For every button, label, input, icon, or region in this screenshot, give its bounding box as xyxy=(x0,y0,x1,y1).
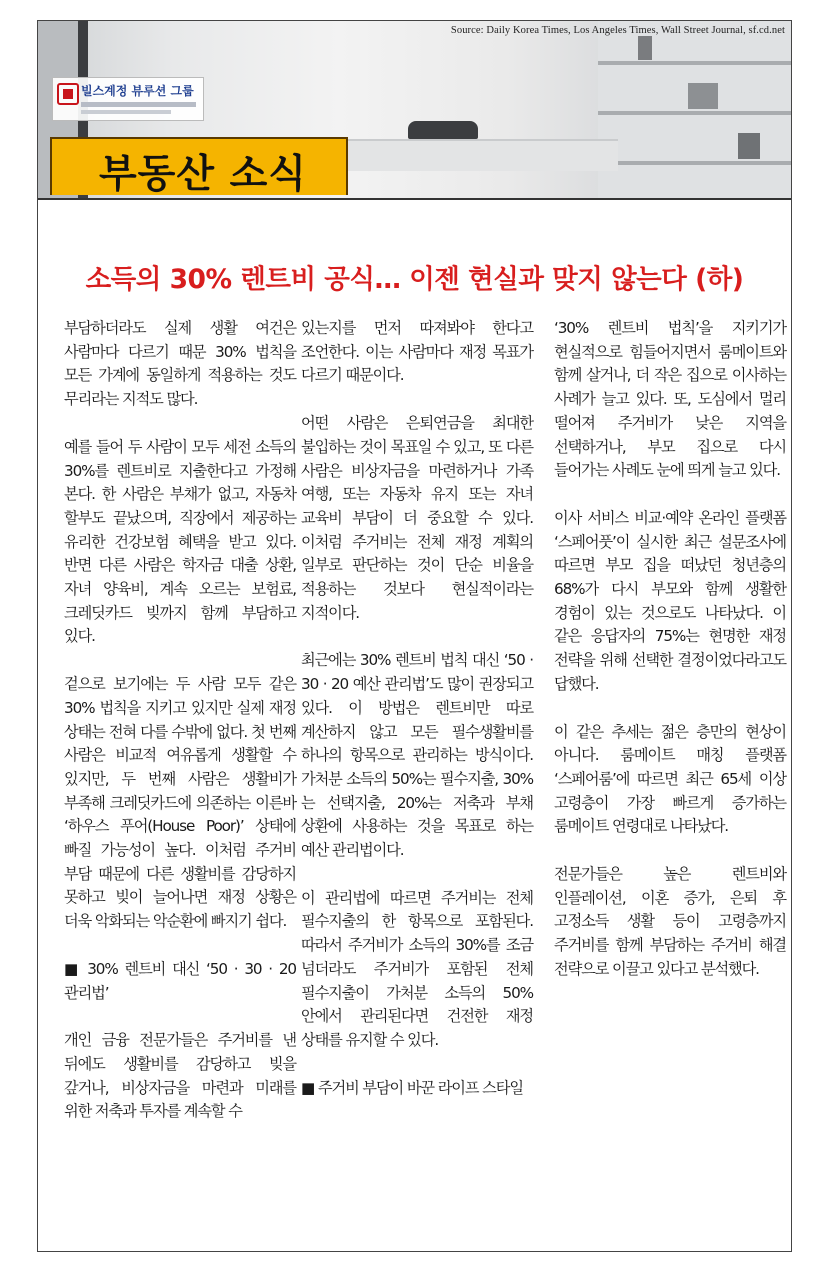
article-column-2 xyxy=(301,317,533,1124)
logo-name: 빌스계정 뷰루션 그룹 xyxy=(81,84,194,98)
photo-shelf-item xyxy=(638,36,652,60)
article-column-3 xyxy=(554,317,786,1006)
paragraph: 이사 서비스 비교·예약 온라인 플랫폼 ‘스페어풋’이 실시한 최근 설문조사에 따르면 부모 집을 떠났던 청년층의 68%가 다시 부모와 함께 생활한 경험이 있는 것으로도 나타났다. 이 같은 응답자의 75%는 현명한 재정 전략을 위해 선택한 결정이었다라고도 답했다. xyxy=(554,508,786,693)
source-credit: Source: Daily Korea Times, Los Angeles Times, Wall Street Journal, sf.cd.net xyxy=(450,25,785,36)
paragraph: 전문가들은 높은 렌트비와 인플레이션, 이혼 증가, 은퇴 후 고정소득 생활 등이 고령층까지 주거비를 함께 부담하는 주거비 해결 전략으로 이끌고 있다고 분석했다. xyxy=(554,865,786,978)
article-headline: 소득의 30% 렌트비 공식… 이젠 현실과 맞지 않는다 (하) xyxy=(85,264,744,295)
photo-shelf-item xyxy=(738,133,760,159)
photo-shelf xyxy=(598,161,791,165)
paragraph: 최근에는 30% 렌트비 법칙 대신 ‘50 · 30 · 20 예산 관리법’도 많이 권장되고 있다. 이 방법은 렌트비만 따로 계산하지 않고 모든 필수생활비를 하나의 항목으로 관리하는 방식이다. 가처분 소득의 50%는 필수지출, 30%는 선택지출, 20%는 저축과 부채 상환에 사용하는 것을 목표로 하는 예산 관리법이다. xyxy=(301,651,533,860)
company-logo xyxy=(52,77,204,121)
header-photo-banner xyxy=(38,21,791,200)
photo-shelf-wall xyxy=(598,21,791,198)
paragraph: ‘30% 렌트비 법칙’을 지키기가 현실적으로 힘들어지면서 룸메이트와 함께 살거나, 더 작은 집으로 이사하는 사례가 늘고 있다. 또, 도심에서 멀리 떨어져 주거비가 낮은 지역을 선택하거나, 부모 집으로 다시 들어가는 사례도 눈에 띄게 늘고 있다. xyxy=(554,319,786,480)
paragraph: 어떤 사람은 은퇴연금을 최대한 불입하는 것이 목표일 수 있고, 또 다른 사람은 비상자금을 마련하거나 가족 여행, 또는 자동차 유지 또는 자녀 교육비 부담이 더 중요할 수 있다. 이처럼 주거비는 전체 재정 계획의 일부로 판단하는 것이 단순 비율을 적용하는 것보다 현실적이라는 지적이다. xyxy=(301,414,533,622)
photo-pan xyxy=(408,121,478,139)
paragraph: 이 같은 추세는 젊은 층만의 현상이 아니다. 룸메이트 매칭 플랫폼 ‘스페어룸’에 따르면 최근 65세 이상 고령층이 가장 빠르게 증가하는 룸메이트 연령대로 나타났다. xyxy=(554,722,786,836)
paragraph: 겉으로 보기에는 두 사람 모두 같은 30% 법칙을 지키고 있지만 실제 재정 상태는 전혀 다를 수밖에 없다. 첫 번째 사람은 비교적 여유롭게 생활할 수 있지만, 두 번째 사람은 생활비가 부족해 크레딧카드에 의존하는 이른바 ‘하우스 푸어(House Poor)’ 상태에 빠질 가능성이 높다. 이처럼 주거비 부담 때문에 다른 생활비를 감당하지 못하고 빚이 늘어나면 재정 상황은 더욱 악화되는 악순환에 빠지기 쉽다. xyxy=(64,675,296,931)
photo-shelf xyxy=(598,111,791,115)
photo-shelf-item xyxy=(688,83,718,109)
newspaper-page xyxy=(37,20,792,1252)
section-title: 부동산 소식 xyxy=(99,152,307,197)
paragraph: 개인 금융 전문가들은 주거비를 낸 뒤에도 생활비를 감당하고 빚을 갚거나, 비상자금을 마련과 미래를 위한 저축과 투자를 계속할 수 xyxy=(64,1031,296,1121)
paragraph: 부담하더라도 실제 생활 여건은 사람마다 다르기 때문 30% 법칙을 모든 가계에 동일하게 적용하는 것도 무리라는 지적도 많다. xyxy=(64,319,296,409)
subheading: ■ 주거비 부담이 바꾼 라이프 스타일 xyxy=(301,1078,523,1097)
paragraph: 예를 들어 두 사람이 모두 세전 소득의 30%를 렌트비로 지출한다고 가정해 본다. 한 사람은 부채가 없고, 자동차 할부도 끝났으며, 직장에서 제공하는 유리한 건강보험 혜택을 받고 있다. 반면 다른 사람은 학자금 대출 상환, 자녀 양육비, 계속 오르는 보험료, 크레딧카드 빚까지 함께 부담하고 있다. xyxy=(64,437,296,646)
section-title-box xyxy=(50,137,348,195)
logo-contact-line xyxy=(81,110,171,114)
photo-shelf xyxy=(598,61,791,65)
logo-emblem-icon xyxy=(57,83,79,105)
logo-contact-line xyxy=(81,102,196,107)
paragraph: 있는지를 먼저 따져봐야 한다고 조언한다. 이는 사람마다 재정 목표가 다르기 때문이다. xyxy=(301,319,533,385)
subheading: ■ 30% 렌트비 대신 ‘50 · 30 · 20 관리법’ xyxy=(64,959,296,1002)
paragraph: 이 관리법에 따르면 주거비는 전체 필수지출의 한 항목으로 포함된다. 따라서 주거비가 소득의 30%를 조금 넘더라도 주거비가 포함된 전체 필수지출이 가처분 소득의 50% 안에서 관리된다면 건전한 재정 상태를 유지할 수 있다. xyxy=(301,888,533,1049)
article-column-1 xyxy=(64,317,296,1148)
